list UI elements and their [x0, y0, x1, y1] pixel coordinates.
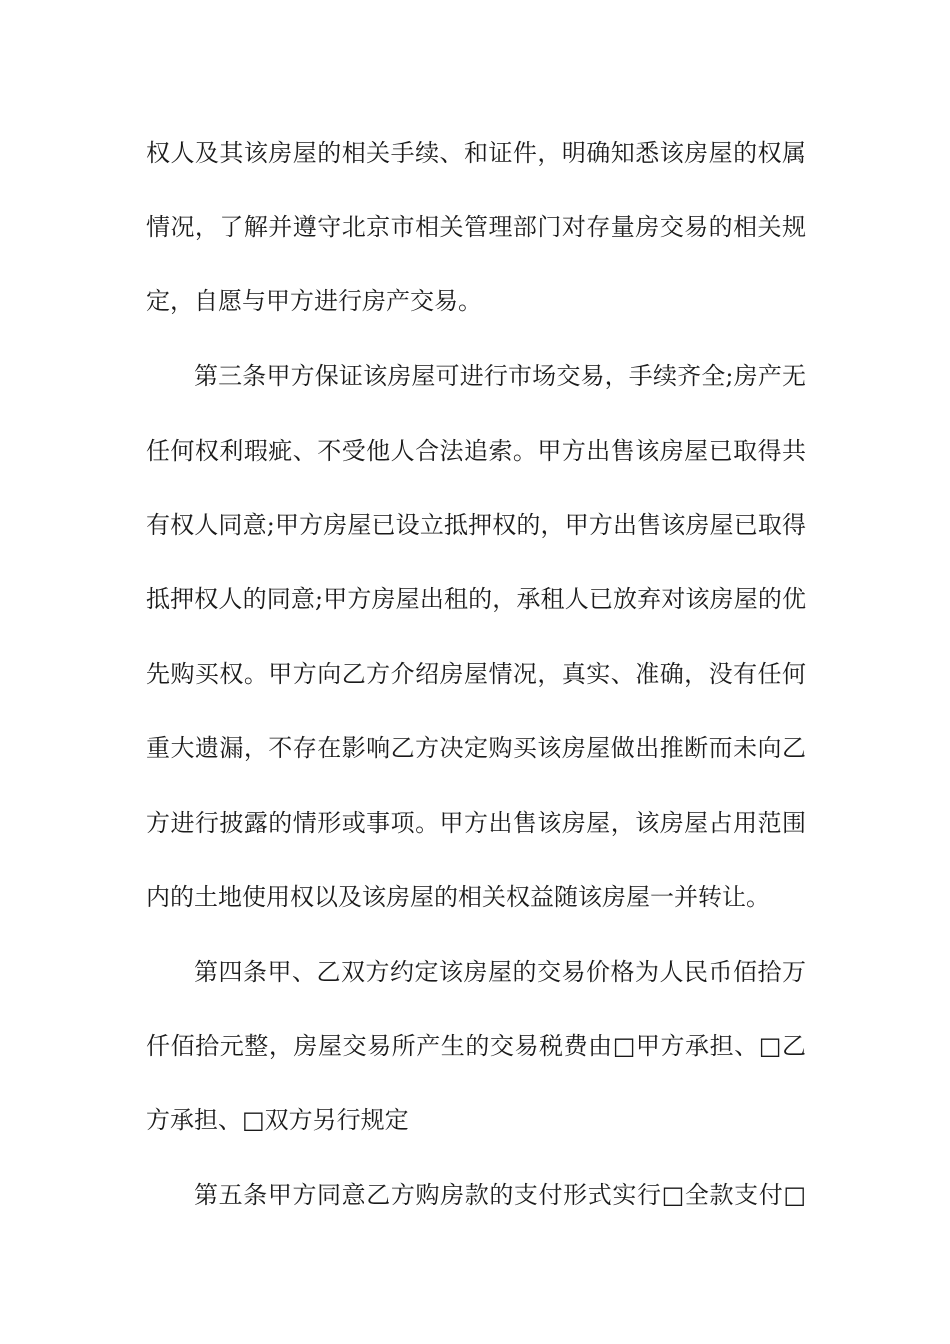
paragraph-start-article-3: 第三条甲方保证该房屋可进行市场交易，手续齐全;房产无	[194, 362, 806, 390]
paragraph-start-article-4: 第四条甲、乙双方约定该房屋的交易价格为人民币佰拾万	[194, 958, 806, 986]
text-line: 任何权利瑕疵、不受他人合法追索。甲方出售该房屋已取得共	[146, 437, 806, 465]
text-line: 权人及其该房屋的相关手续、和证件，明确知悉该房屋的权属	[146, 139, 806, 167]
paragraph-start-article-5: 第五条甲方同意乙方购房款的支付形式实行□全款支付□	[194, 1181, 806, 1209]
text-line: 有权人同意;甲方房屋已设立抵押权的，甲方出售该房屋已取得	[146, 511, 806, 539]
text-line: 情况，了解并遵守北京市相关管理部门对存量房交易的相关规	[146, 213, 806, 241]
text-line: 内的土地使用权以及该房屋的相关权益随该房屋一并转让。	[146, 883, 770, 911]
text-line: 先购买权。甲方向乙方介绍房屋情况，真实、准确，没有任何	[146, 660, 806, 688]
text-line: 方进行披露的情形或事项。甲方出售该房屋，该房屋占用范围	[146, 809, 806, 837]
text-line: 方承担、□双方另行规定	[146, 1106, 409, 1134]
text-line: 重大遗漏，不存在影响乙方决定购买该房屋做出推断而未向乙	[146, 734, 806, 762]
text-line: 定，自愿与甲方进行房产交易。	[146, 287, 482, 315]
text-line: 抵押权人的同意;甲方房屋出租的，承租人已放弃对该房屋的优	[146, 585, 806, 613]
text-line: 仟佰拾元整，房屋交易所产生的交易税费由□甲方承担、□乙	[146, 1032, 806, 1060]
